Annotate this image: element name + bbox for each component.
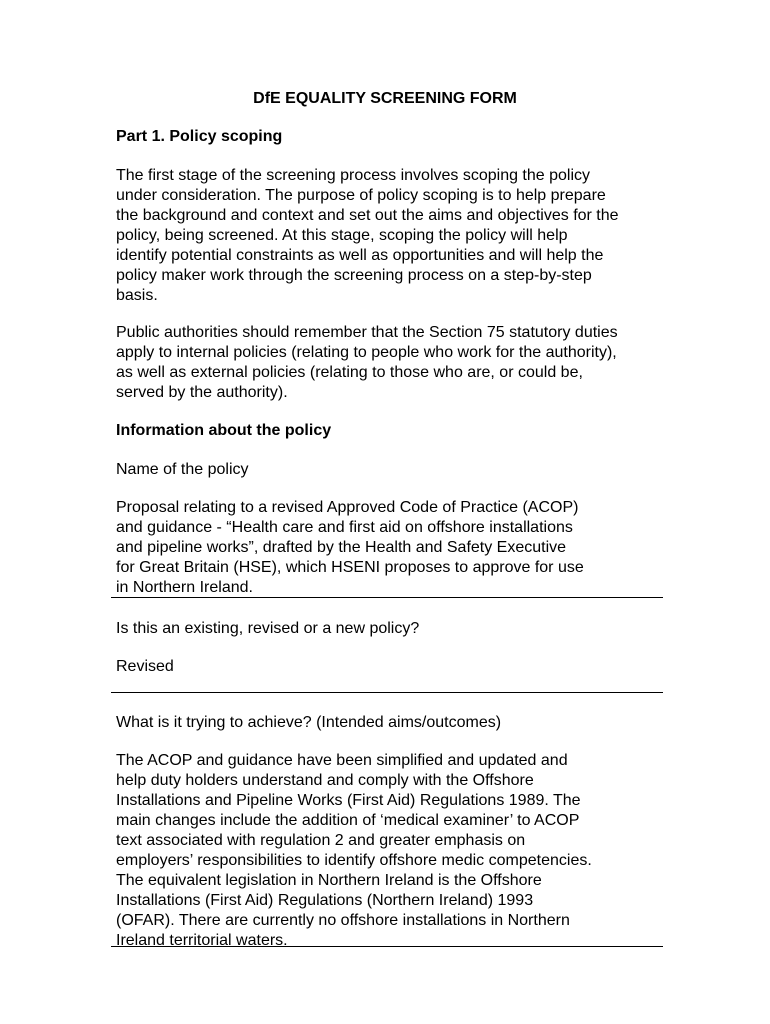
policy-aims-answer-line: employers’ responsibilities to identify offshore medic competencies. [116, 852, 592, 869]
intro-line: policy maker work through the screening process on a step-by-step [116, 267, 592, 284]
policy-aims-answer-line: Installations and Pipeline Works (First Aid) Regulations 1989. The [116, 792, 581, 809]
form-title: DfE EQUALITY SCREENING FORM [253, 90, 517, 107]
intro-paragraph [116, 166, 696, 306]
policy-name-answer-line: in Northern Ireland. [116, 579, 253, 596]
policy-aims-answer-line: text associated with regulation 2 and greater emphasis on [116, 832, 526, 849]
intro-line: identify potential constraints as well as opportunities and will help the [116, 247, 604, 264]
policy-name-answer-line: and guidance - “Health care and first aid on offshore installations [116, 519, 573, 536]
policy-aims-answer-line: Installations (First Aid) Regulations (Northern Ireland) 1993 [116, 892, 534, 909]
policy-aims-answer-line: Ireland territorial waters. [116, 932, 288, 949]
policy-name-answer-line: Proposal relating to a revised Approved Code of Practice (ACOP) [116, 499, 579, 516]
policy-aims-answer-line: The ACOP and guidance have been simplified and updated and [116, 752, 568, 769]
authorities-line: apply to internal policies (relating to people who work for the authority), [116, 344, 617, 361]
intro-line: basis. [116, 287, 158, 304]
authorities-paragraph [116, 323, 696, 403]
policy-aims-answer-line: (OFAR). There are currently no offshore installations in Northern [116, 912, 570, 929]
policy-name-answer-line: and pipeline works”, drafted by the Health and Safety Executive [116, 539, 567, 556]
authorities-line: as well as external policies (relating to those who are, or could be, [116, 364, 583, 381]
policy-aims-answer-line: main changes include the addition of ‘medical examiner’ to ACOP [116, 812, 580, 829]
intro-line: the background and context and set out the aims and objectives for the [116, 207, 619, 224]
answer-divider [111, 946, 663, 947]
answer-divider [111, 692, 663, 693]
policy-name-answer [116, 498, 696, 598]
policy-aims-answer-line: The equivalent legislation in Northern Ireland is the Offshore [116, 872, 542, 889]
authorities-line: Public authorities should remember that the Section 75 statutory duties [116, 324, 618, 341]
intro-line: under consideration. The purpose of policy scoping is to help prepare [116, 187, 606, 204]
policy-name-answer-line: for Great Britain (HSE), which HSENI proposes to approve for use [116, 559, 584, 576]
info-heading: Information about the policy [116, 422, 332, 439]
policy-status-answer: Revised [116, 658, 174, 675]
policy-status-label: Is this an existing, revised or a new policy? [116, 620, 420, 637]
authorities-line: served by the authority). [116, 384, 288, 401]
part-heading: Part 1. Policy scoping [116, 128, 283, 145]
policy-aims-answer-line: help duty holders understand and comply with the Offshore [116, 772, 534, 789]
policy-name-label: Name of the policy [116, 461, 249, 478]
intro-line: policy, being screened. At this stage, scoping the policy will help [116, 227, 568, 244]
intro-line: The first stage of the screening process involves scoping the policy [116, 167, 591, 184]
policy-aims-label: What is it trying to achieve? (Intended aims/outcomes) [116, 714, 502, 731]
answer-divider [111, 597, 663, 598]
policy-aims-answer [116, 751, 696, 951]
